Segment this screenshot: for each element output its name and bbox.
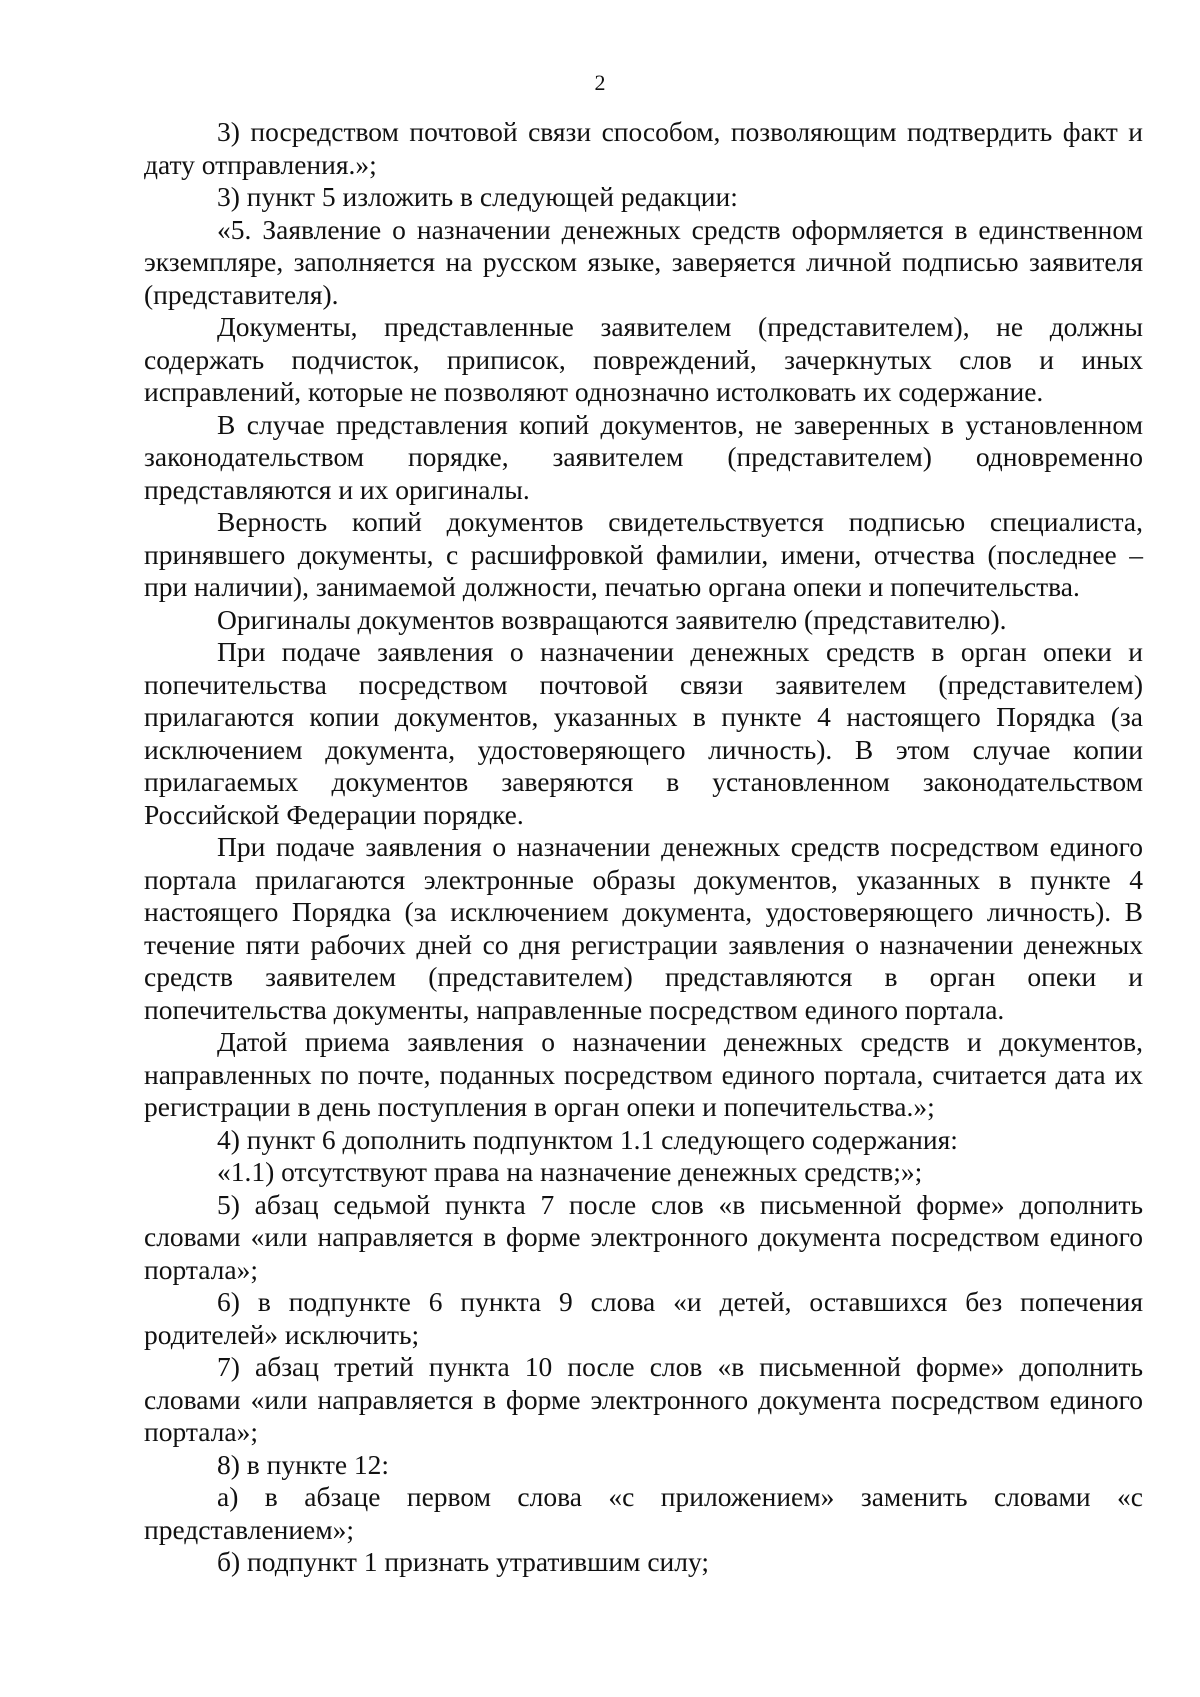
paragraph-item-3-point-5: 3) пункт 5 изложить в следующей редакции: <box>217 181 738 212</box>
paragraph-copies-certification: Верность копий документов свидетельствуется подписью специалиста, принявшего документы, с расшифровкой фамилии, имени, отчества (последнее – при наличии), занимаемой должности, печатью органа опеки и попечительства. <box>144 506 1143 602</box>
paragraph-item-7: 7) абзац третий пункта 10 после слов «в письменной форме» дополнить словами «или направляется в форме электронного документа посредством единого портала»; <box>144 1351 1143 1447</box>
paragraph-postal-method: 3) посредством почтовой связи способом, позволяющим подтвердить факт и дату отправления.»; <box>144 116 1143 180</box>
paragraph-item-8: 8) в пункте 12: <box>217 1448 390 1480</box>
paragraph-documents-requirements: Документы, представленные заявителем (представителем), не должны содержать подчисток, приписок, повреждений, зачеркнутых слов и иных исправлений, которые не позволяют однозначно истолковать их содержание. <box>144 311 1143 407</box>
paragraph-portal-submission: При подаче заявления о назначении денежных средств посредством единого портала прилагаются электронные образы документов, указанных в пункте 4 настоящего Порядка (за исключением документа, удостоверяющего личность). В течение пяти рабочих дней со дня регистрации заявления о назначении денежных средств заявителем (представителем) представляются в орган опеки и попечительства документы, направленные посредством единого портала. <box>144 831 1143 1025</box>
document-body <box>144 116 1143 1579</box>
paragraph-item-8-b: б) подпункт 1 признать утратившим силу; <box>217 1546 709 1577</box>
paragraph-receipt-date: Датой приема заявления о назначении денежных средств и документов, направленных по почте, поданных посредством единого портала, считается дата их регистрации в день поступления в орган опеки и попечительства.»; <box>144 1026 1143 1122</box>
paragraph-originals-returned: Оригиналы документов возвращаются заявителю (представителю). <box>217 603 1007 635</box>
paragraph-item-5: 5) абзац седьмой пункта 7 после слов «в письменной форме» дополнить словами «или направляется в форме электронного документа посредством единого портала»; <box>144 1188 1143 1285</box>
paragraph-item-8-a: а) в абзаце первом слова «с приложением» заменить словами «с представлением»; <box>144 1481 1143 1545</box>
paragraph-copies-originals: В случае представления копий документов, не заверенных в установленном законодательством порядке, заявителем (представителем) одновременно представляются и их оригиналы. <box>144 408 1143 505</box>
paragraph-point-5-application: «5. Заявление о назначении денежных средств оформляется в единственном экземпляре, заполняется на русском языке, заверяется личной подписью заявителя (представителя). <box>144 213 1143 310</box>
paragraph-item-6: 6) в подпункте 6 пункта 9 слова «и детей, оставшихся без попечения родителей» исключить; <box>144 1286 1143 1350</box>
paragraph-postal-submission: При подаче заявления о назначении денежных средств в орган опеки и попечительства посредством почтовой связи заявителем (представителем) прилагаются копии документов, указанных в пункте 4 настоящего Порядка (за исключением документа, удостоверяющего личность). В этом случае копии прилагаемых документов заверяются в установленном законодательством Российской Федерации порядке. <box>144 636 1143 830</box>
paragraph-subpoint-1-1: «1.1) отсутствуют права на назначение денежных средств;»; <box>217 1156 923 1187</box>
paragraph-item-4: 4) пункт 6 дополнить подпунктом 1.1 следующего содержания: <box>217 1123 958 1155</box>
page-number: 2 <box>594 70 606 95</box>
